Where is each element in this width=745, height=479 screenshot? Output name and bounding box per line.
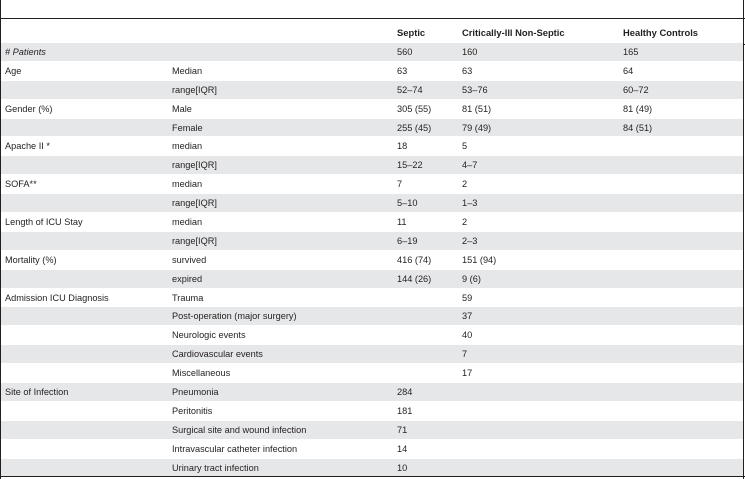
cell-nonseptic: 2–3 — [462, 231, 623, 250]
cell-healthy — [623, 194, 743, 213]
cell-healthy — [623, 175, 743, 194]
cell-nonseptic: 79 (49) — [462, 118, 623, 137]
cell-healthy — [623, 307, 743, 326]
cell-healthy — [623, 383, 743, 402]
row-sublabel: range[IQR] — [172, 231, 397, 250]
table-row — [1, 269, 743, 288]
cell-healthy — [623, 250, 743, 269]
cell-healthy — [623, 458, 743, 476]
cell-nonseptic — [462, 458, 623, 476]
cell-septic — [397, 307, 462, 326]
header-cell-nonseptic: Critically-Ill Non-Septic — [462, 26, 565, 38]
table-row — [1, 307, 743, 326]
row-label: Mortality (%) — [1, 250, 172, 269]
row-sublabel: median — [172, 213, 397, 232]
cell-septic: 6–19 — [397, 231, 462, 250]
cell-septic — [397, 326, 462, 345]
cell-septic: 63 — [397, 61, 462, 80]
row-label — [1, 458, 172, 476]
row-sublabel: Post-operation (major surgery) — [172, 307, 397, 326]
cell-healthy: 81 (49) — [623, 99, 743, 118]
cell-healthy: 165 — [623, 43, 743, 62]
row-label — [1, 364, 172, 383]
cell-septic — [397, 345, 462, 364]
row-sublabel: median — [172, 137, 397, 156]
cell-healthy — [623, 345, 743, 364]
table-row — [1, 250, 743, 269]
row-sublabel — [172, 43, 397, 62]
row-sublabel: Male — [172, 99, 397, 118]
cell-healthy — [623, 231, 743, 250]
cell-healthy — [623, 420, 743, 439]
cell-septic: 71 — [397, 420, 462, 439]
table-row — [1, 61, 743, 80]
table-row — [1, 80, 743, 99]
cell-healthy: 84 (51) — [623, 118, 743, 137]
table-body — [1, 43, 743, 477]
row-label — [1, 80, 172, 99]
cell-septic: 14 — [397, 439, 462, 458]
table-row — [1, 137, 743, 156]
row-sublabel: Peritonitis — [172, 401, 397, 420]
cell-nonseptic — [462, 383, 623, 402]
cell-healthy — [623, 269, 743, 288]
cell-septic: 10 — [397, 458, 462, 476]
cell-nonseptic: 2 — [462, 213, 623, 232]
header-cell-healthy: Healthy Controls — [623, 26, 699, 38]
row-label — [1, 269, 172, 288]
row-label: Site of Infection — [1, 383, 172, 402]
cell-nonseptic: 1–3 — [462, 194, 623, 213]
row-label — [1, 194, 172, 213]
row-label — [1, 118, 172, 137]
row-label — [1, 439, 172, 458]
row-label: # Patients — [1, 43, 172, 62]
table-row — [1, 43, 743, 62]
cell-septic: 7 — [397, 175, 462, 194]
row-label: Age — [1, 61, 172, 80]
cell-nonseptic: 9 (6) — [462, 269, 623, 288]
table-row — [1, 326, 743, 345]
row-sublabel: range[IQR] — [172, 194, 397, 213]
cell-nonseptic: 2 — [462, 175, 623, 194]
cell-nonseptic: 7 — [462, 345, 623, 364]
row-sublabel: Surgical site and wound infection — [172, 420, 397, 439]
table-row — [1, 231, 743, 250]
cell-septic: 181 — [397, 401, 462, 420]
cell-nonseptic: 59 — [462, 288, 623, 307]
row-sublabel: expired — [172, 269, 397, 288]
row-label — [1, 345, 172, 364]
table-row — [1, 364, 743, 383]
cell-healthy — [623, 156, 743, 175]
row-sublabel: Miscellaneous — [172, 364, 397, 383]
row-sublabel: Cardiovascular events — [172, 345, 397, 364]
cell-septic: 15–22 — [397, 156, 462, 175]
row-label: Admission ICU Diagnosis — [1, 288, 172, 307]
cell-septic: 52–74 — [397, 80, 462, 99]
table-row — [1, 118, 743, 137]
cell-nonseptic: 81 (51) — [462, 99, 623, 118]
table-row — [1, 156, 743, 175]
top-rule — [0, 18, 745, 19]
table-header — [1, 22, 743, 43]
table-row — [1, 458, 743, 476]
cell-nonseptic — [462, 401, 623, 420]
cell-healthy — [623, 137, 743, 156]
row-sublabel: Urinary tract infection — [172, 458, 397, 476]
row-label — [1, 326, 172, 345]
cell-healthy — [623, 401, 743, 420]
row-sublabel: range[IQR] — [172, 156, 397, 175]
table-row — [1, 194, 743, 213]
table-row — [1, 175, 743, 194]
cell-healthy — [623, 364, 743, 383]
cell-nonseptic: 37 — [462, 307, 623, 326]
header-cell-label — [1, 22, 172, 43]
cell-septic: 560 — [397, 43, 462, 62]
table-row — [1, 420, 743, 439]
cell-septic: 5–10 — [397, 194, 462, 213]
cell-septic: 144 (26) — [397, 269, 462, 288]
cell-septic: 416 (74) — [397, 250, 462, 269]
header-row — [1, 22, 743, 43]
row-label: Gender (%) — [1, 99, 172, 118]
row-sublabel: Neurologic events — [172, 326, 397, 345]
cell-nonseptic: 63 — [462, 61, 623, 80]
header-cell-septic: Septic — [397, 26, 426, 38]
cell-nonseptic — [462, 420, 623, 439]
row-label — [1, 420, 172, 439]
row-label — [1, 307, 172, 326]
row-sublabel: survived — [172, 250, 397, 269]
table-row — [1, 383, 743, 402]
cell-septic: 305 (55) — [397, 99, 462, 118]
cell-septic: 11 — [397, 213, 462, 232]
row-label: SOFA** — [1, 175, 172, 194]
cell-healthy — [623, 288, 743, 307]
cell-septic — [397, 364, 462, 383]
cell-healthy — [623, 213, 743, 232]
cell-septic: 255 (45) — [397, 118, 462, 137]
cell-healthy — [623, 439, 743, 458]
cell-nonseptic: 53–76 — [462, 80, 623, 99]
table-row — [1, 99, 743, 118]
cell-nonseptic — [462, 439, 623, 458]
row-label: Length of ICU Stay — [1, 213, 172, 232]
cell-healthy: 60–72 — [623, 80, 743, 99]
cell-nonseptic: 160 — [462, 43, 623, 62]
row-sublabel: Female — [172, 118, 397, 137]
cell-septic: 284 — [397, 383, 462, 402]
table-row — [1, 345, 743, 364]
header-cell-sub — [172, 22, 397, 43]
table-row — [1, 213, 743, 232]
cell-nonseptic: 4–7 — [462, 156, 623, 175]
row-sublabel: Pneumonia — [172, 383, 397, 402]
row-label — [1, 156, 172, 175]
row-label — [1, 231, 172, 250]
row-sublabel: Intravascular catheter infection — [172, 439, 397, 458]
cell-healthy: 64 — [623, 61, 743, 80]
row-sublabel: median — [172, 175, 397, 194]
row-sublabel: Median — [172, 61, 397, 80]
table-row — [1, 288, 743, 307]
row-sublabel: Trauma — [172, 288, 397, 307]
row-label — [1, 401, 172, 420]
cell-septic: 18 — [397, 137, 462, 156]
cell-nonseptic: 5 — [462, 137, 623, 156]
patient-characteristics-table — [1, 22, 743, 476]
cell-healthy — [623, 326, 743, 345]
cell-nonseptic: 151 (94) — [462, 250, 623, 269]
row-label: Apache II * — [1, 137, 172, 156]
table-row — [1, 439, 743, 458]
table-row — [1, 401, 743, 420]
cell-nonseptic: 40 — [462, 326, 623, 345]
row-sublabel: range[IQR] — [172, 80, 397, 99]
cell-nonseptic: 17 — [462, 364, 623, 383]
cell-septic — [397, 288, 462, 307]
